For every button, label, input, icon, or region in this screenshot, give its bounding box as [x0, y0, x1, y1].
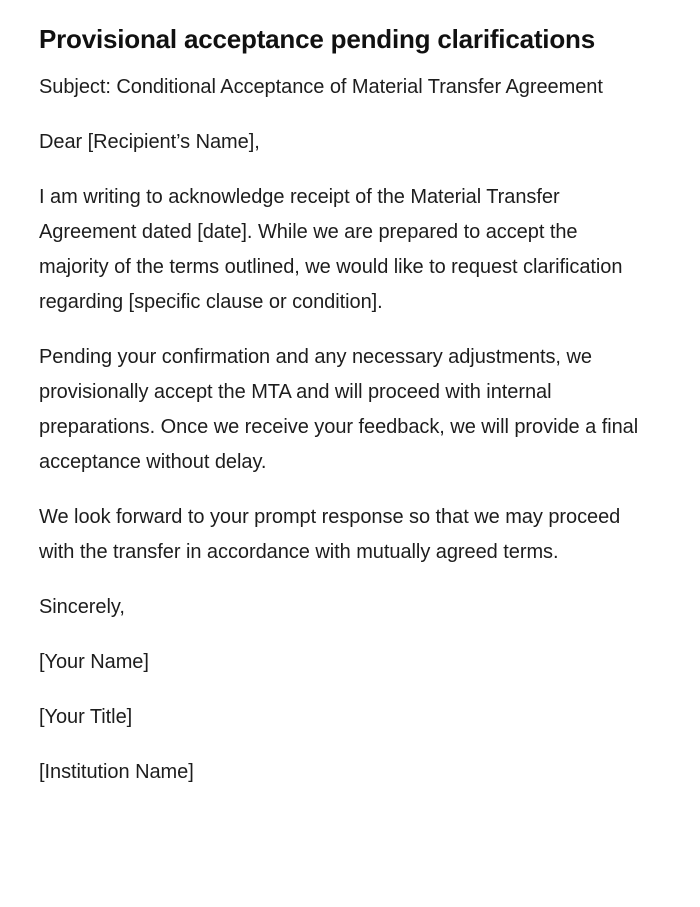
- letter-salutation: Dear [Recipient’s Name],: [39, 131, 260, 153]
- signature-title: [Your Title]: [39, 706, 133, 728]
- signature-institution: [Institution Name]: [39, 761, 194, 783]
- letter-subject-line: Subject: Conditional Acceptance of Material Transfer Agreement: [39, 76, 603, 98]
- letter-paragraph-2: Pending your confirmation and any necessary adjustments, we provisionally accept the MTA and will proceed with internal preparations. Once we receive your feedback, we will provide a final acceptance without delay.: [39, 346, 639, 473]
- letter-body: [39, 70, 641, 790]
- letter-paragraph-1: I am writing to acknowledge receipt of the Material Transfer Agreement dated [date]. While we are prepared to accept the majority of the terms outlined, we would like to request clarification regarding [specific clause or condition].: [39, 186, 623, 313]
- signature-name: [Your Name]: [39, 651, 149, 673]
- letter-paragraph-3: We look forward to your prompt response so that we may proceed with the transfer in accordance with mutually agreed terms.: [39, 506, 621, 563]
- page-title: Provisional acceptance pending clarifications: [39, 24, 595, 54]
- letter-closing: Sincerely,: [39, 596, 125, 618]
